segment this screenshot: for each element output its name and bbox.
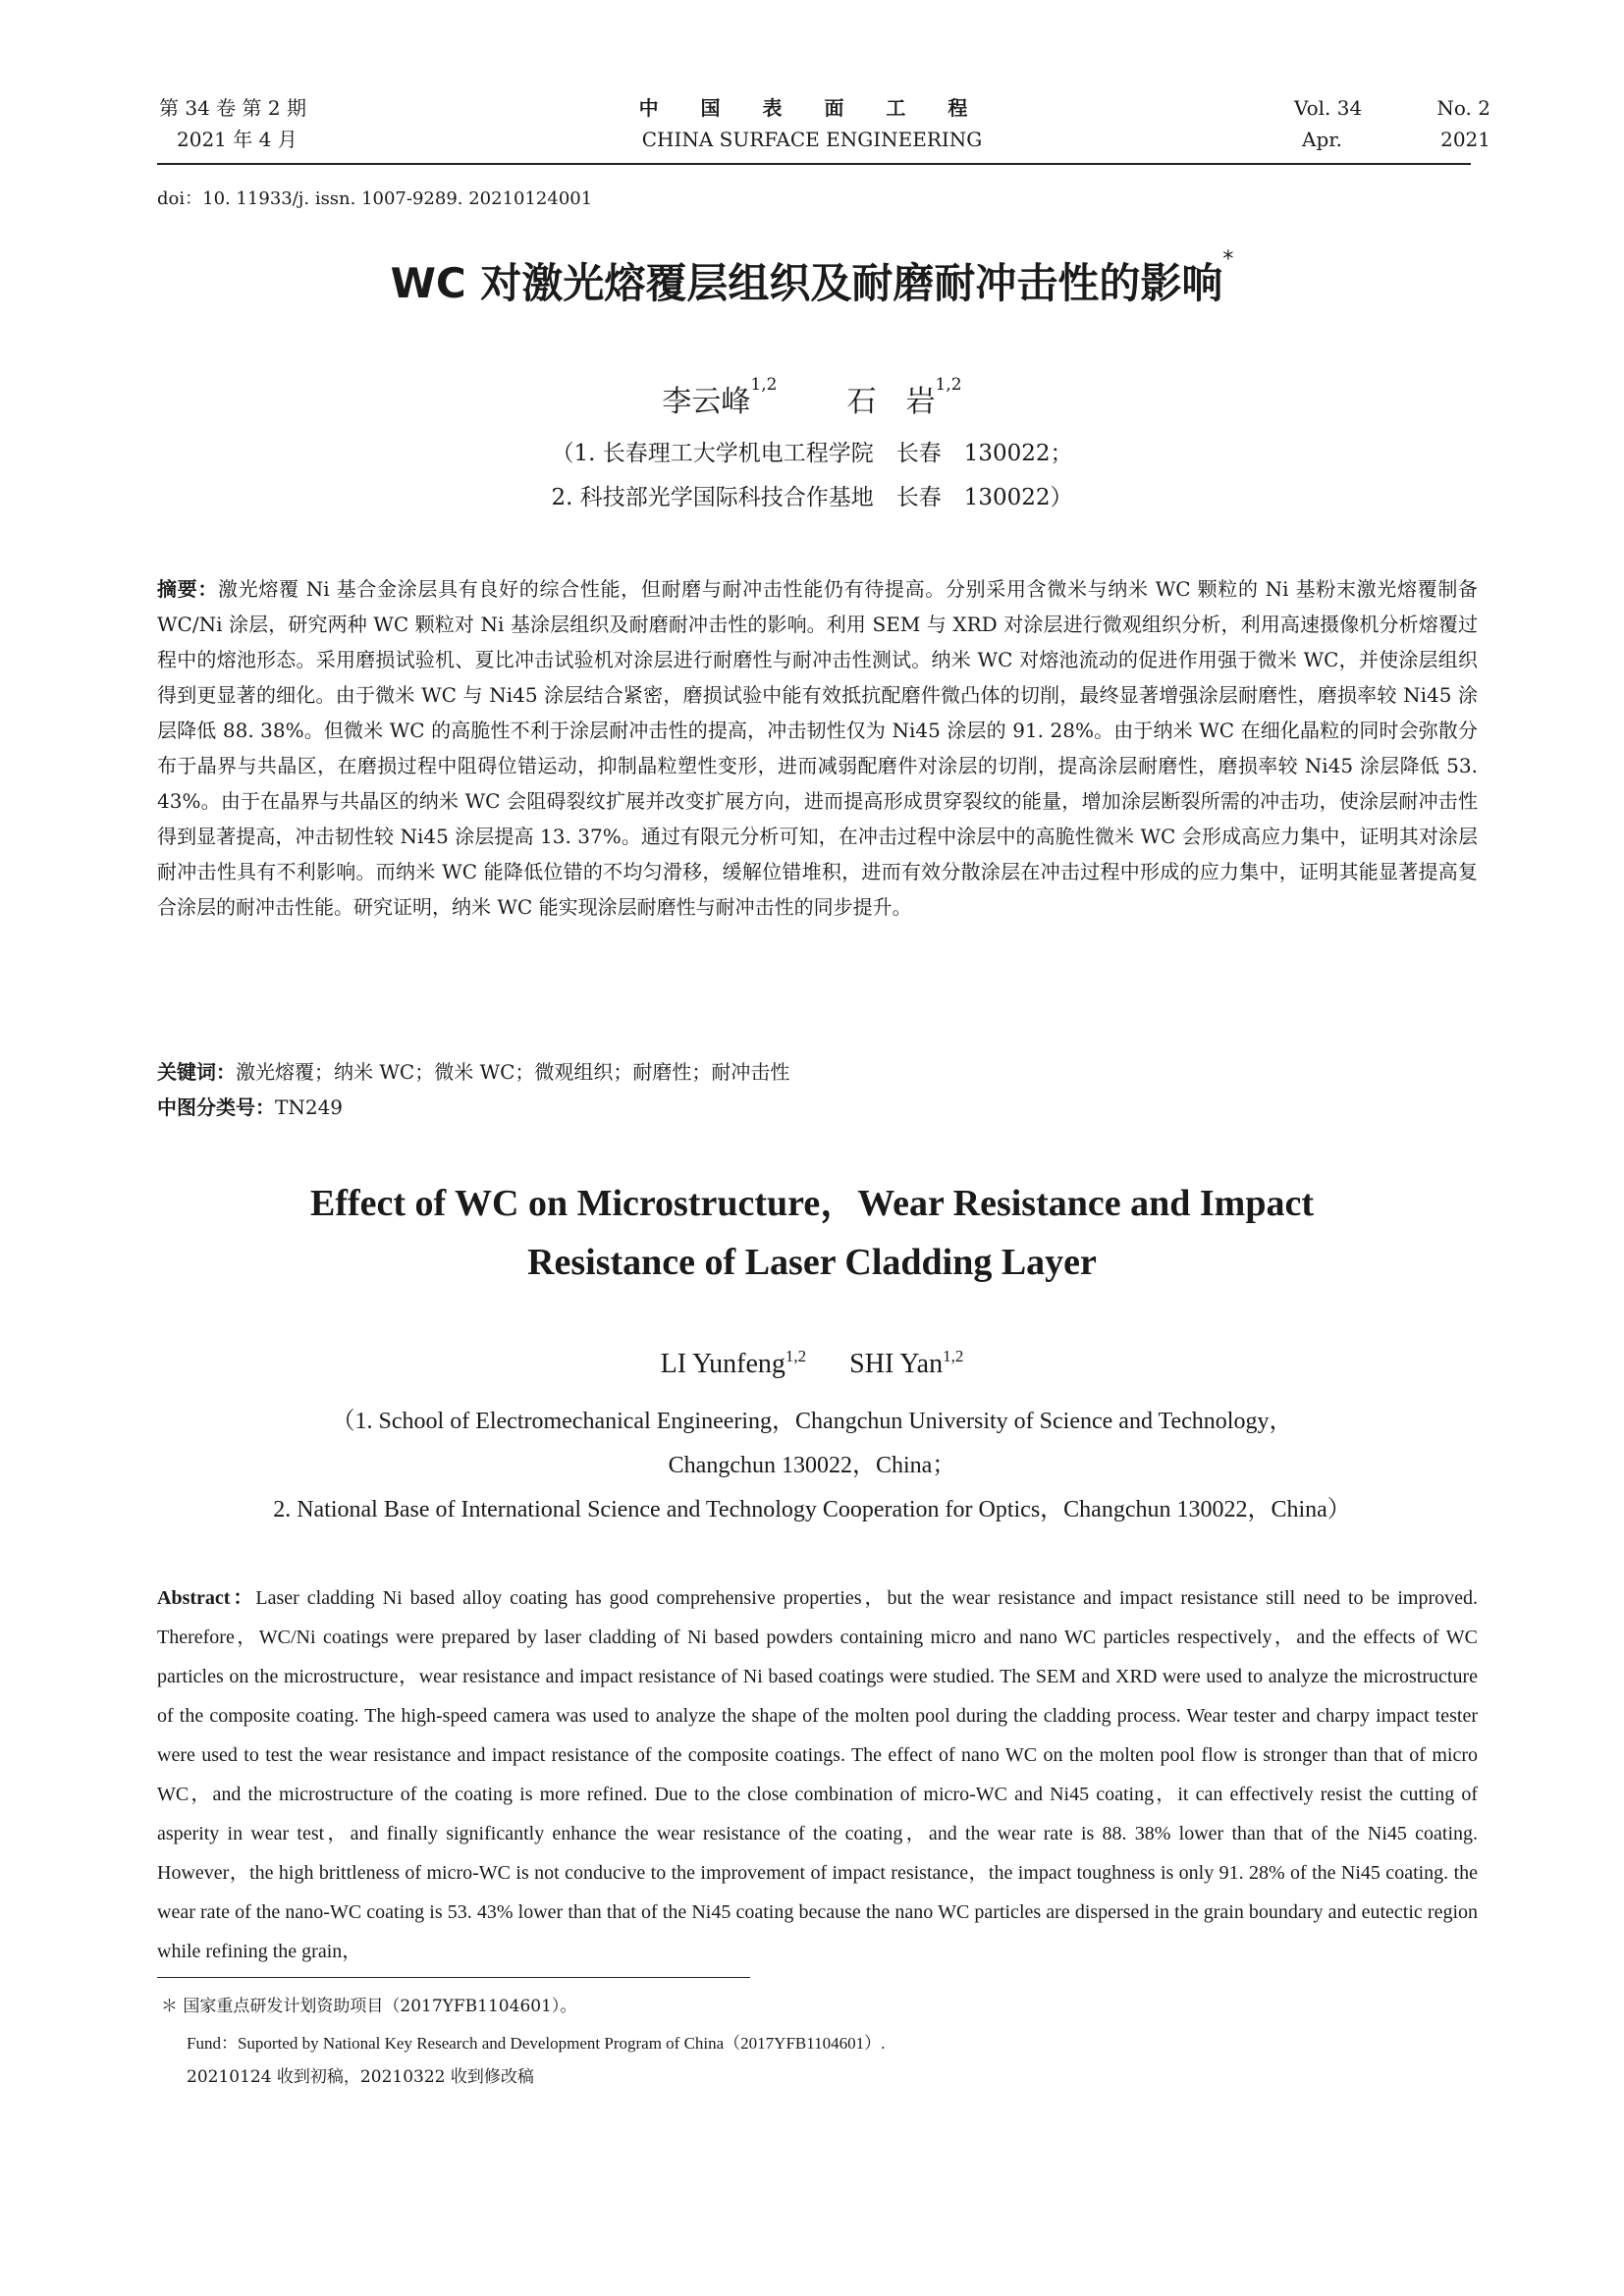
affiliation-cn-line: 2. 科技部光学国际科技合作基地 长春 130022） [551,485,1073,510]
author-cn-name: 李云峰 [662,385,751,419]
title-cn [0,247,1624,310]
header-year: 2021 [1440,128,1490,151]
abstract-en-label: Abstract： [157,1587,256,1609]
author-en-affiliation: 1,2 [943,1347,964,1365]
header-divider [157,163,1471,165]
authors-cn [0,377,1624,420]
header-month: Apr. [1302,128,1342,151]
affiliations-en [0,1400,1624,1532]
doi-line[interactable]: doi：10. 11933/j. issn. 1007-9289. 20210124001 [157,188,593,209]
author-en-affiliation: 1,2 [785,1347,807,1365]
footnote-received-dates: 20210124 收到初稿，20210322 收到修改稿 [187,2067,534,2087]
header-vol: Vol. 34 [1294,96,1363,120]
keywords-cn-label: 关键词： [157,1060,236,1084]
journal-name-cn: 中 国 表 面 工 程 [638,96,986,120]
classification-cn-text: TN249 [275,1095,344,1119]
classification-cn [157,1090,343,1125]
author-cn-affiliation: 1,2 [935,375,962,395]
authors-en [0,1349,1624,1380]
title-footnote-mark: * [1222,247,1234,272]
header-no: No. 2 [1436,96,1490,120]
abstract-en [157,1578,1478,1971]
title-en [0,1174,1624,1292]
author-cn-name: 石 岩 [846,385,936,419]
footnote-divider [157,1977,750,1978]
abstract-cn [157,571,1478,925]
title-en-line: Resistance of Laser Cladding Layer [527,1242,1097,1283]
author-en-name: LI Yunfeng [660,1349,785,1379]
affiliation-en-line: （1. School of Electromechanical Engineering，Changchun University of Science and Technology， [331,1409,1293,1434]
footnote-fund-en: Fund：Suported by National Key Research and Development Program of China（2017YFB1104601）. [187,2034,886,2053]
abstract-cn-text: 激光熔覆 Ni 基合金涂层具有良好的综合性能，但耐磨与耐冲击性能仍有待提高。分别采用含微米与纳米 WC 颗粒的 Ni 基粉末激光熔覆制备 WC/Ni 涂层，研究两种 WC 颗粒对 Ni 基涂层组织及耐磨耐冲击性的影响。利用 SEM 与 XRD 对涂层进行微观组织分析，利用高速摄像机分析熔覆过程中的熔池形态。采用磨损试验机、夏比冲击试验机对涂层进行耐磨性与耐冲击性测试。纳米 WC 对熔池流动的促进作用强于微米 WC，并使涂层组织得到更显著的细化。由于微米 WC 与 Ni45 涂层结合紧密，磨损试验中能有效抵抗配磨件微凸体的切削，最终显著增强涂层耐磨性，磨损率较 Ni45 涂层降低 88. 38%。但微米 WC 的高脆性不利于涂层耐冲击性的提高，冲击韧性仅为 Ni45 涂层的 91. 28%。由于纳米 WC 在细化晶粒的同时会弥散分布于晶界与共晶区，在磨损过程中阻碍位错运动，抑制晶粒塑性变形，进而减弱配磨件对涂层的切削，提高涂层耐磨性，磨损率较 Ni45 涂层降低 53. 43%。由于在晶界与共晶区的纳米 WC 会阻碍裂纹扩展并改变扩展方向，进而提高形成贯穿裂纹的能量，增加涂层断裂所需的冲击功，使涂层耐冲击性得到显著提高，冲击韧性较 Ni45 涂层提高 13. 37%。通过有限元分析可知，在冲击过程中涂层中的高脆性微米 WC 会形成高应力集中，证明其对涂层耐冲击性具有不利影响。而纳米 WC 能降低位错的不均匀滑移，缓解位错堆积，进而有效分散涂层在冲击过程中形成的应力集中，证明其能显著提高复合涂层的耐冲击性能。研究证明，纳米 WC 能实现涂层耐磨性与耐冲击性的同步提升。 [157,577,1479,919]
footnote-project-cn: ＊ 国家重点研发计划资助项目（2017YFB1104601）。 [161,1997,577,2016]
author-cn-affiliation: 1,2 [750,375,778,395]
journal-name-en: CHINA SURFACE ENGINEERING [641,128,983,151]
abstract-en-text: Laser cladding Ni based alloy coating has good comprehensive properties，but the wear resistance and impact resistance still need to be improved. Therefore，WC/Ni coatings were prepared by laser cladding of Ni based powders containing micro and nano WC particles respectively，and the effects of WC particles on the microstructure，wear resistance and impact resistance of Ni based coatings were studied. The SEM and XRD were used to analyze the microstructure of the composite coating. The high-speed camera was used to analyze the shape of the molten pool during the cladding process. Wear tester and charpy impact tester were used to test the wear resistance and impact resistance of the composite coatings. The effect of nano WC on the molten pool flow is stronger than that of micro WC，and the microstructure of the coating is more refined. Due to the close combination of micro-WC and Ni45 coating，it can effectively resist the cutting of asperity in wear test，and finally significantly enhance the wear resistance of the coating，and the wear rate is 88. 38% lower than that of the Ni45 coating. However，the high brittleness of micro-WC is not conducive to the improvement of impact resistance，the impact toughness is only 91. 28% of the Ni45 coating. the wear rate of the nano-WC coating is 53. 43% lower than that of the Ni45 coating because the nano WC particles are dispersed in the grain boundary and eutectic region while refining the grain， [157,1587,1478,1962]
title-en-line: Effect of WC on Microstructure，Wear Resistance and Impact [310,1183,1314,1224]
keywords-cn-text: 激光熔覆；纳米 WC；微米 WC；微观组织；耐磨性；耐冲击性 [236,1060,790,1084]
title-cn-text: WC 对激光熔覆层组织及耐磨耐冲击性的影响 [390,259,1223,307]
classification-cn-label: 中图分类号： [157,1095,275,1119]
affiliation-en-line: 2. National Base of International Science and Technology Cooperation for Optics，Changchun 130022，China） [273,1497,1351,1522]
affiliation-cn-line: （1. 长春理工大学机电工程学院 长春 130022； [551,441,1073,466]
header-volume-issue: 第 34 卷 第 2 期 [159,96,306,120]
header-date: 2021 年 4 月 [177,128,298,151]
keywords-cn [157,1054,789,1090]
abstract-cn-label: 摘要： [157,577,219,601]
author-en-name: SHI Yan [849,1349,944,1379]
affiliation-en-line: Changchun 130022，China； [668,1453,956,1478]
affiliations-cn [0,432,1624,520]
header-issue-block [1294,92,1490,155]
